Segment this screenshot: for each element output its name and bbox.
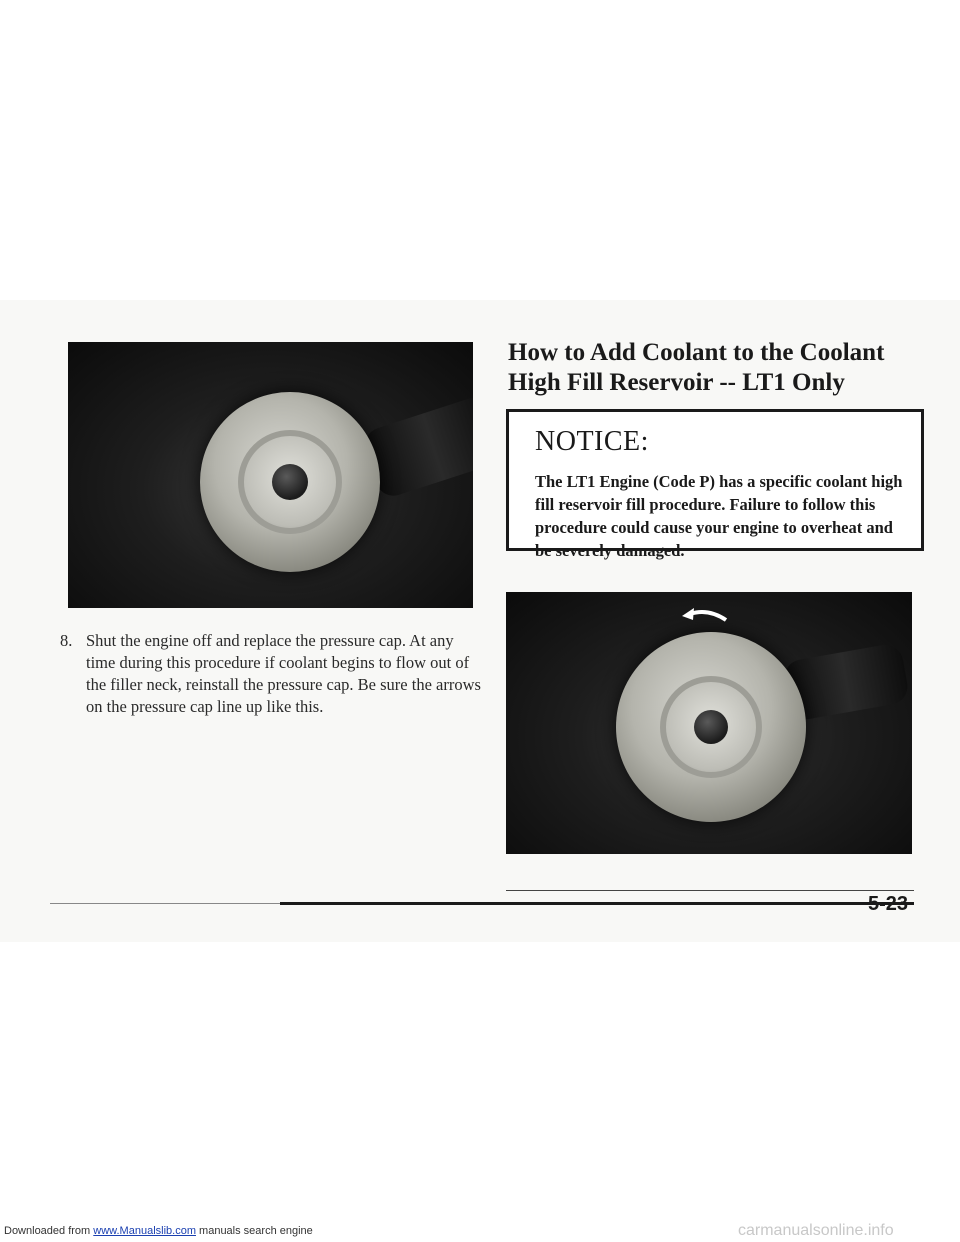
notice-box — [506, 409, 924, 560]
cap-inner-ring — [660, 676, 762, 778]
step-8 — [60, 630, 486, 718]
footer-prefix: Downloaded from — [4, 1225, 94, 1237]
footer-rule-thick — [280, 902, 914, 905]
notice-text: The LT1 Engine (Code P) has a specific coolant high fill reservoir fill procedure. Failure to follow this procedure could cause your engine to overheat and be severely damaged. — [535, 472, 903, 560]
pressure-cap-photo — [68, 342, 473, 608]
step-text: Shut the engine off and replace the pressure cap. At any time during this procedure if coolant begins to flow out of the filler neck, reinstall the pressure cap. Be sure the arrows on the pressure cap line up like this. — [86, 631, 481, 716]
site-watermark: carmanualsonline.info — [738, 1222, 894, 1239]
download-footer — [4, 1225, 313, 1237]
section-heading: How to Add Coolant to the Coolant High Fill Reservoir -- LT1 Only — [508, 339, 885, 396]
cap-center — [694, 710, 728, 744]
footer-suffix: manuals search engine — [195, 1225, 313, 1237]
footer-rule-fade — [50, 903, 280, 904]
curved-arrow-icon — [680, 606, 728, 624]
cap-shape — [200, 392, 380, 572]
notice-title: NOTICE: — [535, 426, 649, 457]
step-number: 8. — [60, 631, 73, 650]
cap-center — [272, 464, 308, 500]
cap-inner-ring — [238, 430, 342, 534]
page-number: 5-23 — [868, 893, 909, 915]
cap-shape — [616, 632, 806, 822]
manualslib-link[interactable]: www.Manualslib.com — [93, 1225, 196, 1237]
footer-rule-thin — [506, 890, 914, 891]
pressure-cap-rotate-photo — [506, 592, 912, 854]
